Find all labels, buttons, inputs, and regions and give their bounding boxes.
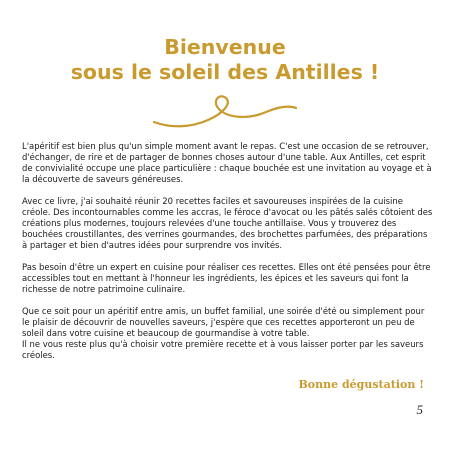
swirl-ornament-icon [150, 92, 300, 132]
paragraph-2: Avec ce livre, j'ai souhaité réunir 20 recettes faciles et savoureuses inspirées de la cuisine créole. Des incontournables comme les accras, le féroce d'avocat ou les pâtés salés côtoient des créations plus modernes, toujours relevées d'une touche antillaise. Vous y trouverez des bouchées croustillantes, des verrines gourmandes, des brochettes parfumées, des préparations à partager et bien d'autres idées pour surprendre vos invités. [22, 196, 433, 250]
title-line-2: sous le soleil des Antilles ! [70, 60, 380, 84]
paragraph-1: L'apéritif est bien plus qu'un simple moment avant le repas. C'est une occasion de se retrouver, d'échanger, de rire et de partager de bonnes choses autour d'une table. Aux Antilles, cet esprit de convivialité occupe une place particulière : chaque bouchée est une invitation au voyage et à la découverte de saveurs généreuses. [22, 141, 432, 184]
signoff: Bonne dégustation ! [298, 378, 424, 391]
page-number: 5 [416, 402, 423, 417]
intro-text [22, 141, 434, 361]
paragraph-5: Il ne vous reste plus qu'à choisir votre première recette et à vous laisser porter par les saveurs créoles. [22, 339, 424, 360]
paragraph-3: Pas besoin d'être un expert en cuisine pour réaliser ces recettes. Elles ont été pensées pour être accessibles tout en mettant à l'honneur les ingrédients, les épices et les saveurs qui font la richesse de notre patrimoine culinaire. [22, 262, 431, 294]
paragraph-4: Que ce soit pour un apéritif entre amis, un buffet familial, une soirée d'été ou simplement pour le plaisir de découvrir de nouvelles saveurs, j'espère que ces recettes apporteront un peu de soleil dans votre cuisine et beaucoup de gourmandise à votre table. [22, 306, 425, 338]
title-line-1: Bienvenue [164, 35, 286, 59]
page-title [0, 35, 450, 85]
